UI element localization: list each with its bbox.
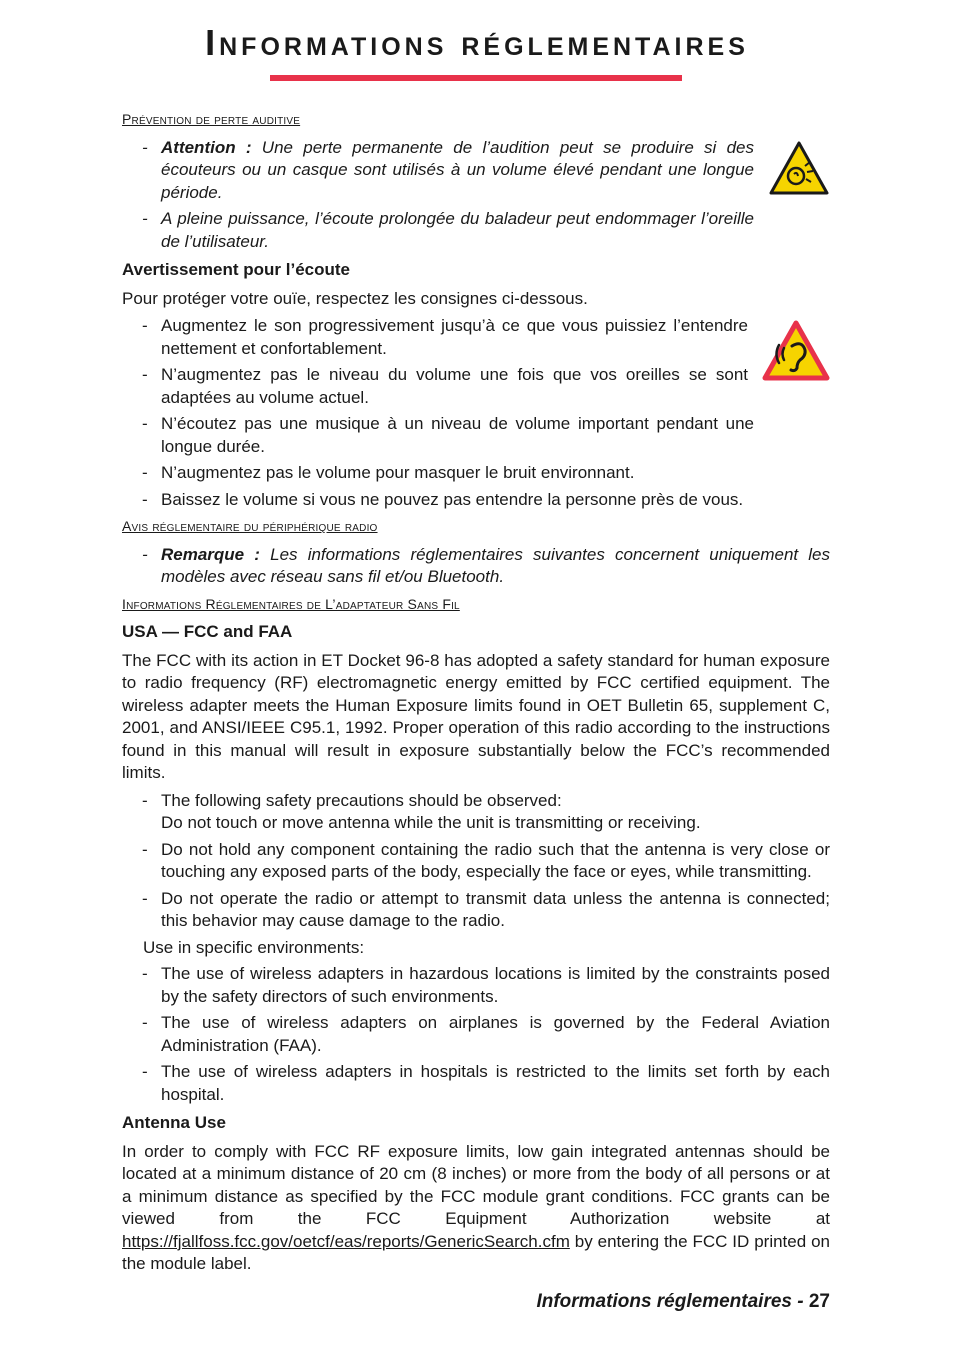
listening-tips [122,315,830,511]
title-underline [270,75,682,81]
list-item: - The use of wireless adapters in hazardous locations is limited by the constraints posed by the safety directors of such environments. [122,963,830,1008]
list-item: - The use of wireless adapters in hospitals is restricted to the limits set forth by each hospital. [122,1061,830,1106]
usa-fcc-title: USA — FCC and FAA [122,622,293,641]
list-item: - N’augmentez pas le volume pour masquer le bruit environnant. [122,462,830,485]
ear-warning-icon [762,320,830,382]
page-footer [536,1291,830,1313]
list-item: - The use of wireless adapters on airplanes is governed by the Federal Aviation Administration (FAA). [122,1012,830,1057]
section-heading-radio: Avis réglementaire du périphérique radio [122,518,378,534]
radio-note [122,544,830,589]
antenna-text: In order to comply with FCC RF exposure limits, low gain integrated antennas should be located at a minimum distance of 20 cm (8 inches) or more from the body of all persons or at a minimum distance as specified by the FCC module grant conditions. FCC grants can be viewed from the FCC Equipment Authorization website at [122,1141,830,1228]
list-item: - N’augmentez pas le niveau du volume une fois que vos oreilles se sont adaptées au volume actuel. [122,364,830,409]
precaution-line: - The following safety precautions should be observed: [161,790,562,810]
footer-title: Informations réglementaires - [536,1291,804,1312]
listening-intro: Pour protéger votre ouïe, respectez les consignes ci-dessous. [122,288,588,308]
antenna-use-text [122,1141,830,1276]
page-number: 27 [808,1291,830,1312]
list-item: - Do not hold any component containing the radio such that the antenna is very close or touching any exposed parts of the body, especially the face or eyes, while transmitting. [122,839,830,884]
list-item [122,137,830,205]
page-content [122,108,830,1281]
note-label: Remarque : [161,544,260,564]
list-item: - Do not operate the radio or attempt to transmit data unless the antenna is connected; this behavior may cause damage to the radio. [122,888,830,933]
list-item [122,544,830,589]
fcc-search-link[interactable]: https://fjallfoss.fcc.gov/oetcf/eas/reports/GenericSearch.cfm [122,1231,570,1251]
antenna-tail: by entering the FCC ID printed on the module label. [122,1231,830,1273]
hearing-damage-warning-icon [768,140,830,196]
list-item: - N’écoutez pas une musique à un niveau de volume important pendant une longue durée. [122,413,830,458]
page-title: Informations réglementaires [205,22,749,63]
list-item [122,790,830,835]
attention-text: Une perte permanente de l’audition peut se produire si des écouteurs ou un casque sont utilisés à un volume élevé pendant une longue période. [161,137,754,202]
hearing-list [122,137,830,254]
note-text: Les informations réglementaires suivantes concernent uniquement les modèles avec réseau sans fil et/ou Bluetooth. [161,544,831,586]
section-heading-hearing: Prévention de perte auditive [122,111,301,127]
precaution-line: Do not touch or move antenna while the unit is transmitting or receiving. [161,813,701,832]
precautions-list [122,790,830,933]
environments-list [122,963,830,1106]
antenna-use-title: Antenna Use [122,1113,226,1132]
list-item: - Augmentez le son progressivement jusqu’à ce que vous puissiez l’entendre nettement et confortablement. [122,315,830,360]
section-heading-wireless: Informations Réglementaires de L’adaptateur Sans Fil [122,595,460,612]
environments-intro: Use in specific environments: [143,937,365,957]
listening-warning-title: Avertissement pour l’écoute [122,260,350,279]
hearing-section [122,108,830,511]
usa-fcc-text: The FCC with its action in ET Docket 96-8 has adopted a safety standard for human exposure to radio frequency (RF) electromagnetic energy emitted by FCC certified equipment. The wireless adapter meets the Human Exposure limits found in OET Bulletin 65, supplement C, 2001, and ANSI/IEEE C95.1, 1992. Proper operation of this radio according to the instructions found in this manual will result in exposure substantially below the FCC’s recommended limits. [122,650,830,782]
list-item: - A pleine puissance, l’écoute prolongée du baladeur peut endommager l’oreille de l’utilisateur. [122,208,830,253]
list-item: - Baissez le volume si vous ne pouvez pas entendre la personne près de vous. [122,489,830,512]
attention-label: Attention : [161,137,252,157]
